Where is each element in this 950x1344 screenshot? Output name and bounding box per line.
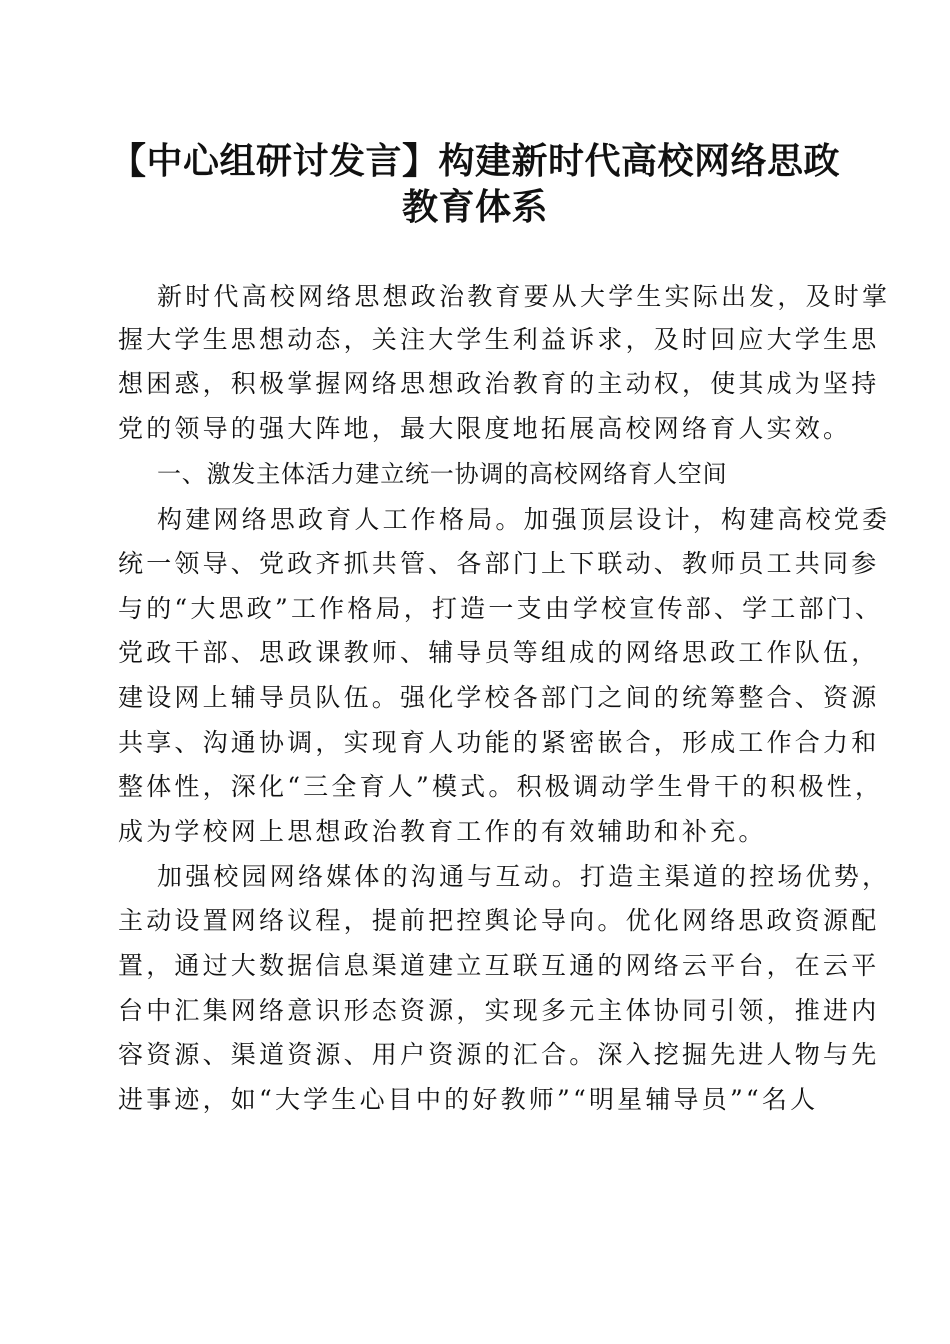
paragraph-line: 与的“大思政”工作格局，打造一支由学校宣传部、学工部门、	[118, 594, 884, 623]
paragraph-line: 党政干部、思政课教师、辅导员等组成的网络思政工作队伍，	[118, 638, 880, 667]
section-heading: 一、激发主体活力建立统一协调的高校网络育人空间	[157, 460, 728, 488]
paragraph-line: 共享、沟通协调，实现育人功能的紧密嵌合，形成工作合力和	[118, 728, 880, 757]
paragraph-line: 进事迹，如“大学生心目中的好教师”“明星辅导员”“名人	[118, 1085, 819, 1114]
paragraph-line: 统一领导、党政齐抓共管、各部门上下联动、教师员工共同参	[118, 549, 880, 578]
paragraph-line: 成为学校网上思想政治教育工作的有效辅助和补充。	[118, 817, 767, 846]
paragraph-line: 主动设置网络议程，提前把控舆论导向。优化网络思政资源配	[118, 906, 880, 935]
paragraph-line: 置，通过大数据信息渠道建立互联互通的网络云平台，在云平	[118, 951, 880, 980]
paragraph-line: 想困惑，积极掌握网络思想政治教育的主动权，使其成为坚持	[118, 369, 880, 398]
paragraph-line: 整体性，深化“三全育人”模式。积极调动学生骨干的积极性，	[118, 772, 884, 801]
paragraph-line: 构建网络思政育人工作格局。加强顶层设计，构建高校党委	[157, 505, 891, 534]
paragraph-line: 握大学生思想动态，关注大学生利益诉求，及时回应大学生思	[118, 325, 880, 354]
paragraph-line: 建设网上辅导员队伍。强化学校各部门之间的统筹整合、资源	[118, 683, 880, 712]
document-title-line-1: 【中心组研讨发言】构建新时代高校网络思政	[109, 140, 840, 182]
paragraph-line: 台中汇集网络意识形态资源，实现多元主体协同引领，推进内	[118, 996, 880, 1025]
paragraph-line: 加强校园网络媒体的沟通与互动。打造主渠道的控场优势，	[157, 862, 891, 891]
paragraph-line: 新时代高校网络思想政治教育要从大学生实际出发，及时掌	[157, 282, 891, 311]
paragraph-line: 容资源、渠道资源、用户资源的汇合。深入挖掘先进人物与先	[118, 1040, 880, 1069]
document-title-line-2: 教育体系	[401, 186, 548, 228]
paragraph-line: 党的领导的强大阵地，最大限度地拓展高校网络育人实效。	[118, 414, 852, 443]
